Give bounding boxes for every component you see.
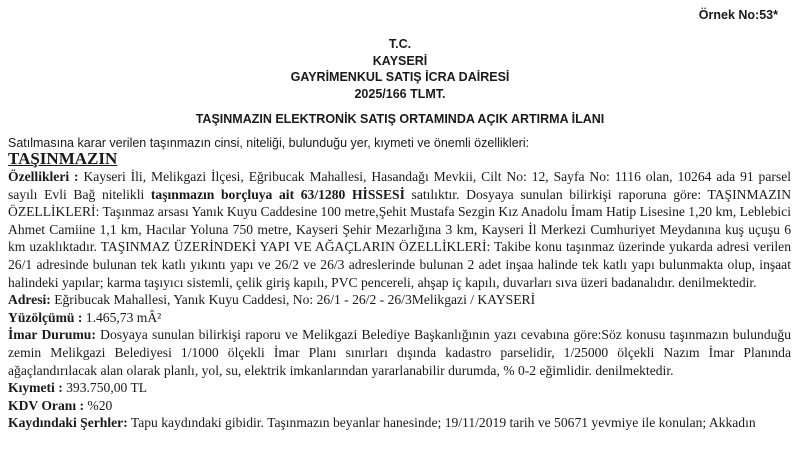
- header-tc: T.C.: [388, 37, 412, 51]
- paragraph-adresi: [8, 291, 791, 309]
- kayit-text: Tapu kaydındaki gibidir. Taşınmazın beyanlar hanesinde; 19/11/2019 tarih ve 50671 yevmiye ile konulan; Akkadın: [127, 415, 756, 431]
- label-yuzolcumu: Yüzölçümü :: [8, 309, 83, 325]
- example-number: Örnek No:53*: [698, 8, 778, 22]
- kiymeti-text: 393.750,00 TL: [62, 380, 148, 396]
- paragraph-ozellikleri: [8, 168, 791, 291]
- imar-text: Dosyaya sunulan bilirkişi raporu ve Melikgazi Belediye Başkanlığının yazı cevabına göre:Söz konusu taşınmazın bulunduğu zemin Melikgazi Belediyesi 1/1000 ölçekli İmar Planı sınırları dışında kadastro parselidir, 1/25000 ölçekli Nazım İmar Planında ağaçlandırılacak alan olarak planlı, yol, su, elektrik imkanlarından yararlanabilir durumda, % 0-2 eğimlidir. denilmektedir.: [8, 327, 792, 378]
- header-city: KAYSERİ: [372, 54, 428, 68]
- ozellikleri-text-b: satılıktır. Dosyaya sunulan bilirkişi raporuna göre: TAŞINMAZIN ÖZELLİKLERİ: Taşınmaz arsası Yanık Kuyu Caddesine 100 metre,Şehit Mustafa Sezgin Kız Anadolu İmam Hatip Lisesine 1,20 km, Leblebici Ahmet Camiine 1,1 km, Hacılar Yoluna 750 metre, Kayseri Şehir Mezarlığına 3 km, Kayseri İl Merkezi Cumhuriyet Meydanına kuş uçuşu 6 km uzaklıktadır. TAŞINMAZ ÜZERİNDEKİ YAPI VE AĞAÇLARIN ÖZELLİKLERİ: Takibe konu taşınmaz üzerinde yukarda adresi verilen 26/1 adresinde bulunan tek katlı yıkıntı yapı ve 26/2 ve 26/3 adreslerinde bulunan 2 adet inşaa halinde tek katlı yapı bulunmakta olup, inşaat halindeki yapılar; karma taşıyıcı sistemli, çelik giriş kapılı, PVC pencereli, ahşap iç kapılı, duvarları sıva üzeri badanalıdır. denilmektedir.: [8, 186, 792, 290]
- label-kayit: Kaydındaki Şerhler:: [8, 415, 128, 431]
- header-file-no: 2025/166 TLMT.: [354, 87, 446, 101]
- section-heading: TAŞINMAZIN: [8, 149, 118, 168]
- label-ozellikleri: Özellikleri :: [8, 169, 79, 184]
- header-office: GAYRİMENKUL SATIŞ İCRA DAİRESİ: [290, 70, 510, 84]
- label-kdv: KDV Oranı :: [8, 397, 85, 413]
- paragraph-kayit: [8, 414, 791, 432]
- ozellikleri-share: taşınmazın borçluya ait 63/1280 HİSSESİ: [150, 186, 405, 202]
- paragraph-kdv: [8, 397, 791, 415]
- paragraph-yuzolcumu: [8, 309, 791, 327]
- label-adresi: Adresi:: [8, 292, 51, 308]
- label-kiymeti: Kıymeti :: [8, 380, 63, 396]
- label-imar: İmar Durumu:: [8, 327, 96, 343]
- property-details: [8, 168, 791, 432]
- kdv-text: %20: [84, 397, 113, 413]
- paragraph-kiymeti: [8, 379, 791, 397]
- paragraph-imar: [8, 326, 791, 379]
- adresi-text: Eğribucak Mahallesi, Yanık Kuyu Caddesi, No: 26/1 - 26/2 - 26/3Melikgazi / KAYSERİ: [50, 292, 536, 308]
- yuzolcumu-text: 1.465,73 mÂ²: [82, 309, 162, 325]
- ozellikleri-text-a: Kayseri İli, Melikgazi İlçesi, Eğribucak Mahallesi, Hasandağı Mevkii, Cilt No: 12, Sayfa No: 1116 olan, 10264 ada 91 parsel sayılı Evli Bağ nitelikli: [8, 169, 792, 202]
- intro-text: Satılmasına karar verilen taşınmazın cinsi, niteliği, bulunduğu yer, kıymeti ve önemli özellikleri:: [8, 136, 530, 150]
- notice-title: TAŞINMAZIN ELEKTRONİK SATIŞ ORTAMINDA AÇIK ARTIRMA İLANI: [195, 112, 605, 126]
